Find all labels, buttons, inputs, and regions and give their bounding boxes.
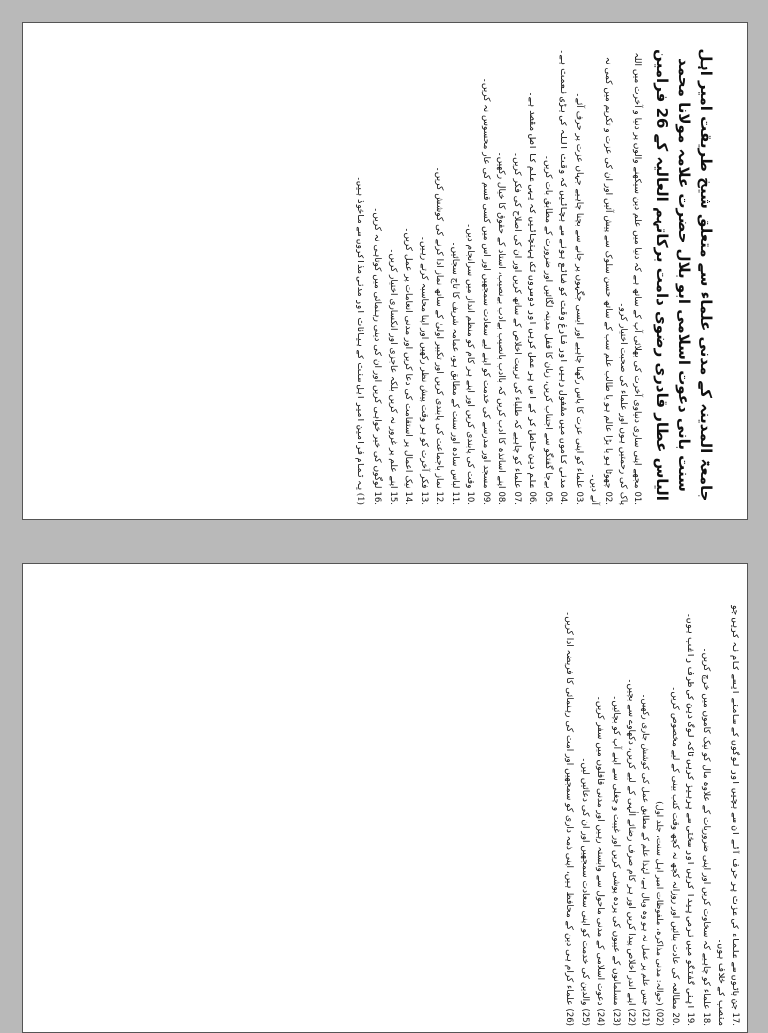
list-item — [655, 576, 666, 1026]
list-item — [609, 576, 623, 1026]
page-top-content — [23, 35, 723, 515]
item-number: (26) — [564, 1008, 575, 1026]
item-number: .19 — [685, 1012, 696, 1026]
item-number: .05 — [543, 491, 553, 505]
item-number: .08 — [496, 491, 507, 505]
item-number: .02 — [603, 491, 613, 505]
bottom-items-list — [668, 576, 742, 1026]
item-text: وقت کی پابندی کریں اور اپنے ہر کام کو منظم انداز میں سرانجام دیں۔ — [465, 223, 476, 489]
list-item — [641, 576, 652, 1026]
bottom-items2-list — [562, 576, 638, 1026]
item-text: (حوالہ: مدنی مذاکرہ، ملفوظات امیر اہل سنت، جلد اول) — [654, 801, 665, 1006]
item-text: جن باتوں سے علماء کی عزت پر حرف آئے ان سے بچیں اور لوگوں کے سامنے ایسے کام نہ کریں جو منصب کے خلاف ہوں۔ — [716, 604, 740, 1026]
item-text: اپنے اساتذہ کا ادب کریں کہ باادب بانصیب بےادب بےنصیب، استاد کے حقوق کا خیال رکھیں۔ — [496, 151, 507, 489]
item-number: (24) — [595, 1008, 606, 1026]
list-item — [624, 576, 638, 1026]
list-item — [668, 576, 682, 1026]
item-text: دعوت اسلامی کے مدنی ماحول سے وابستہ رہیں اور مدنی قافلوں میں سفر کریں۔ — [595, 695, 606, 1006]
list-item — [699, 576, 713, 1026]
item-text: مطالعہ کی عادت بنائیں اور روزانہ کچھ نہ کچھ وقت کتب بینی کے لیے مخصوص کریں۔ — [670, 686, 680, 1010]
item-text: فکر آخرت کو ہر وقت پیش نظر رکھیں اور اپنا محاسبہ کرتے رہیں۔ — [419, 235, 429, 489]
item-text: جس علم پر عمل نہ ہو وہ وبال ہے، لہٰذا علم کے مطابق عمل کی کوشش جاری رکھیں۔ — [640, 693, 651, 1006]
item-text: اپنی گفتگو میں نرمی پیدا کریں اور سختی سے پرہیز کریں تاکہ لوگ دین کی طرف راغب ہوں۔ — [685, 612, 696, 1010]
top-items-list — [370, 45, 643, 505]
item-text: اپنے علم پر غرور نہ کریں بلکہ عاجزی اور انکساری اختیار کریں۔ — [388, 248, 398, 489]
document-page-bottom — [22, 563, 748, 1033]
item-number: (25) — [580, 1008, 590, 1026]
item-number: (02) — [654, 1008, 665, 1026]
item-number: .10 — [465, 491, 476, 505]
item-text: لباس سادہ اور سنت کے مطابق ہو، عمامہ شریف کا تاج سجائیں۔ — [450, 241, 460, 489]
list-item — [510, 45, 524, 505]
list-item — [572, 45, 586, 505]
item-number: .11 — [450, 491, 460, 505]
list-item — [448, 45, 462, 505]
list-item — [541, 45, 555, 505]
footnote: (1) یہ تمام فرامین امیر اہل سنت کے بیانات اور مدنی مذاکروں سے ماخوذ ہیں۔ — [355, 176, 365, 505]
item-text: بےجا گفتگو سے اجتناب کریں، زبان کا قفل مدینہ لگائیں اور ضرورت کے مطابق بات کریں۔ — [543, 154, 553, 489]
item-text: علماء کو چاہیے کہ طلباء کی تربیت اخلاص کے ساتھ کریں اور ان کی اصلاح کی فکر کریں۔ — [512, 151, 522, 489]
bottom-refs-list — [641, 576, 666, 1026]
list-item — [525, 45, 539, 505]
item-text: مجھے اپنی ساری دنیاوی آخرت کی بھلائی آپ کے ساتھ ہے کہ دنیا میں علم دین سیکھنے والوں پر دنیا و آخرت میں اللہ پاک کی رحمتیں ہوں اور علماء کی صحبت اختیار کرو۔ — [618, 52, 642, 505]
list-item — [401, 45, 415, 505]
item-number: .17 — [730, 1012, 740, 1026]
item-text: علماء کو اپنی عزت کا پاس رکھنا چاہیے اور ایسی جگہوں پر جانے سے بچنا چاہیے جہاں عزت پر حرف آئے۔ — [574, 92, 584, 489]
document-page-top — [22, 22, 748, 520]
item-number: .16 — [372, 491, 383, 505]
list-item — [556, 45, 570, 505]
list-item — [494, 45, 508, 505]
item-text: مسجد اور مدرسے کی خدمت کو اپنے لیے سعادت سمجھیں اور اس میں کسی قسم کی عار محسوس نہ کریں۔ — [481, 77, 491, 489]
item-number: (23) — [611, 1008, 621, 1026]
item-text: علماء کرام ہی دین کے محافظ ہیں، اپنی ذمہ داری کو سمجھیں اور امت کی رہنمائی کا فریضہ ادا کریں۔ — [564, 611, 575, 1006]
list-item — [463, 45, 477, 505]
list-item — [593, 576, 607, 1026]
item-text: نیک اعمال پر استقامت کی دعا کریں اور مدنی انعامات پر عمل کریں۔ — [403, 227, 414, 489]
list-item — [432, 45, 446, 505]
item-number: (21) — [640, 1008, 651, 1026]
document-title: جامعۃ المدینہ کے مدنی علماء سے متعلق شیخ طریقت امیر اہل سنت بانی دعوت اسلامی ابو بلال حضرت علامہ مولانا محمد الیاس عطار قادری رضوی دامت برکاتہم العالیہ کے 26 فرامین — [653, 48, 715, 502]
list-item — [562, 576, 576, 1026]
item-text: والدین کی خدمت کو اپنی سعادت سمجھیں اور ان کی دعائیں لیں۔ — [580, 757, 590, 1006]
item-number: .14 — [403, 491, 414, 505]
list-item — [370, 45, 384, 505]
item-text: علماء کو چاہیے کہ سخاوت کریں اور اپنی ضروریات کے علاوہ مال کو نیک کاموں میں خرچ کریں۔ — [701, 647, 711, 1010]
item-number: .09 — [481, 491, 491, 505]
item-number: (22) — [626, 1008, 637, 1026]
item-text: نماز باجماعت کی پابندی کریں اور تکبیر اولیٰ کے ساتھ نماز ادا کرنے کی کوشش کریں۔ — [434, 166, 445, 489]
item-text: مسلمانوں کے عیبوں کی پردہ پوشی کریں اور غیبت و چغلی سے اپنے آپ کو بچائیں۔ — [611, 695, 621, 1006]
list-item — [578, 576, 592, 1026]
item-text: اپنے اندر اخلاص پیدا کریں اور ہر کام صرف رضائے الٰہی کے لیے کریں، دکھاوے سے بچیں۔ — [626, 678, 637, 1006]
item-number: .03 — [574, 491, 584, 505]
item-number: .20 — [670, 1012, 680, 1026]
list-item — [714, 576, 741, 1026]
list-item — [587, 45, 614, 505]
item-text: مدنی کاموں میں مشغول رہیں اور فارغ وقت کو ضائع ہونے سے بچائیں کہ وقت اللہ کی بڑی نعمت ہے۔ — [558, 49, 569, 489]
item-number: .12 — [434, 491, 445, 505]
item-text: لوگوں کی خیر خواہی کریں اور ان کی دینی رہنمائی میں کوتاہی نہ کریں۔ — [372, 207, 383, 489]
item-number: .13 — [419, 491, 429, 505]
list-item — [683, 576, 697, 1026]
item-number: .01 — [632, 491, 642, 505]
item-text: چھوٹا ہو یا بڑا عالم ہو یا طالب علم سب کے ساتھ حسن سلوک سے پیش آئیں اور ان کی عزت و تکریم میں کمی نہ آنے دیں۔ — [589, 56, 613, 505]
list-item — [417, 45, 431, 505]
list-item — [386, 45, 400, 505]
page-bottom-content — [23, 566, 747, 1033]
item-text: علم دین حاصل کر کے اس پر عمل کریں اور دوسروں تک پہنچائیں کہ یہی علم کا اصل مقصد ہے۔ — [527, 91, 538, 489]
item-number: .15 — [388, 491, 398, 505]
list-item — [479, 45, 493, 505]
item-number: .18 — [701, 1012, 711, 1026]
item-number: .04 — [558, 491, 569, 505]
list-item — [616, 45, 643, 505]
item-number: .06 — [527, 491, 538, 505]
item-number: .07 — [512, 491, 522, 505]
